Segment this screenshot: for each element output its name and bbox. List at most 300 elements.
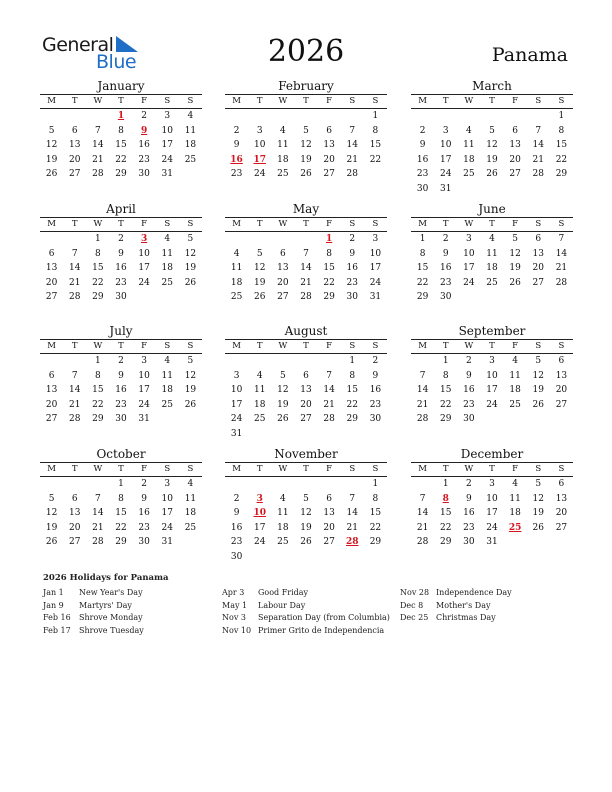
day-cell: 21 xyxy=(532,154,544,165)
month-title: July xyxy=(109,324,133,338)
day-cell: 7 xyxy=(94,125,101,136)
empty-day-cell xyxy=(271,109,294,124)
day-cell: 13 xyxy=(532,248,544,259)
month-title: August xyxy=(284,324,328,338)
day-cell: 2 xyxy=(419,125,426,136)
day-cell: 12 xyxy=(277,385,289,395)
day-cell: 12 xyxy=(184,370,197,381)
day-cell: 3 xyxy=(256,125,263,136)
day-cell: 5 xyxy=(535,479,542,489)
weekday-label: T xyxy=(489,464,495,474)
day-cell: 28 xyxy=(346,169,358,179)
empty-day-cell xyxy=(480,109,503,124)
day-cell: 12 xyxy=(184,248,197,259)
weekday-header xyxy=(225,340,387,354)
day-cell: 1 xyxy=(94,234,101,244)
day-cell: 22 xyxy=(416,277,429,288)
day-cell: 25 xyxy=(161,399,173,410)
day-cell: 27 xyxy=(555,522,568,533)
day-cell: 13 xyxy=(555,493,568,504)
day-cell: 30 xyxy=(463,537,475,547)
day-cell: 24 xyxy=(463,277,475,288)
day-cell: 17 xyxy=(463,263,475,273)
day-cell: 25 xyxy=(486,277,498,288)
day-cell: 22 xyxy=(369,522,382,533)
day-cell: 1 xyxy=(442,356,449,366)
day-cell: 30 xyxy=(346,292,358,302)
day-cell: 27 xyxy=(509,169,521,179)
weekday-label: F xyxy=(512,219,519,229)
day-cell: 18 xyxy=(184,140,197,150)
day-cell: 4 xyxy=(233,248,240,259)
weekday-label: S xyxy=(535,464,542,474)
weekday-label: S xyxy=(349,96,356,106)
empty-day-cell xyxy=(318,354,341,369)
holiday-marker: 9 xyxy=(141,125,148,136)
day-cell: 26 xyxy=(45,169,58,179)
day-cell: 15 xyxy=(92,385,104,395)
day-cell: 18 xyxy=(184,508,197,518)
day-cell: 14 xyxy=(346,140,358,150)
day-cell: 9 xyxy=(465,493,472,504)
day-cell: 2 xyxy=(372,356,379,366)
weekday-label: F xyxy=(326,96,333,106)
holiday-name: Mother's Day xyxy=(436,600,491,610)
holiday-day-cell xyxy=(248,506,271,521)
weekday-label: T xyxy=(118,341,124,351)
day-cell: 19 xyxy=(184,385,197,395)
day-cell: 10 xyxy=(138,248,150,259)
empty-day-cell xyxy=(504,109,527,124)
day-cell: 27 xyxy=(277,292,289,302)
day-cell: 27 xyxy=(532,277,544,288)
day-cell: 10 xyxy=(463,248,475,259)
day-cell: 22 xyxy=(92,277,104,288)
day-cell: 25 xyxy=(230,292,243,302)
empty-day-cell xyxy=(294,232,317,247)
weekday-label: W xyxy=(93,96,103,106)
day-cell: 15 xyxy=(369,508,382,518)
day-cell: 17 xyxy=(369,263,382,273)
day-cell: 9 xyxy=(233,140,240,150)
day-cell: 19 xyxy=(532,385,544,395)
day-cell: 19 xyxy=(45,154,58,165)
brand-logo xyxy=(42,32,152,72)
day-cell: 15 xyxy=(416,263,429,273)
holiday-date: Feb 17 xyxy=(43,625,71,635)
holiday-name: Separation Day (from Columbia) xyxy=(258,613,390,622)
day-cell: 4 xyxy=(465,125,472,136)
day-cell: 16 xyxy=(369,385,382,395)
day-cell: 17 xyxy=(161,508,173,518)
weekday-label: T xyxy=(71,464,78,474)
day-cell: 18 xyxy=(161,263,173,273)
day-cell: 12 xyxy=(509,248,521,259)
logo-triangle-icon xyxy=(116,36,138,52)
weekday-label: W xyxy=(93,341,103,351)
day-cell: 18 xyxy=(509,508,521,518)
day-cell: 27 xyxy=(300,414,312,424)
day-cell: 30 xyxy=(463,414,475,424)
day-cell: 22 xyxy=(323,277,335,288)
weekday-label: T xyxy=(442,219,449,229)
day-cell: 14 xyxy=(555,248,568,259)
day-cell: 11 xyxy=(184,493,197,504)
day-cell: 5 xyxy=(303,125,309,136)
day-cell: 15 xyxy=(439,508,452,518)
day-cell: 17 xyxy=(161,140,173,150)
day-grid xyxy=(411,109,573,196)
month-title: April xyxy=(106,202,136,216)
day-cell: 14 xyxy=(92,140,104,150)
day-cell: 23 xyxy=(115,277,127,288)
day-cell: 9 xyxy=(118,370,124,381)
weekday-label: T xyxy=(256,464,263,474)
empty-day-cell xyxy=(225,232,248,247)
day-cell: 23 xyxy=(416,169,429,179)
weekday-label: F xyxy=(512,464,519,474)
day-cell: 18 xyxy=(463,154,475,165)
empty-day-cell xyxy=(63,109,86,124)
weekday-header xyxy=(225,463,387,477)
day-cell: 21 xyxy=(416,522,429,533)
day-cell: 26 xyxy=(277,414,289,424)
day-cell: 19 xyxy=(300,154,312,165)
day-cell: 21 xyxy=(346,522,358,533)
day-cell: 15 xyxy=(323,263,335,273)
day-cell: 5 xyxy=(489,125,495,136)
day-cell: 8 xyxy=(372,125,379,136)
day-cell: 2 xyxy=(349,234,356,244)
day-cell: 31 xyxy=(138,414,150,424)
holiday-name: New Year's Day xyxy=(79,588,143,597)
holiday-date: Nov 28 xyxy=(400,588,430,597)
weekday-label: W xyxy=(93,464,103,474)
holiday-day-cell xyxy=(248,153,271,168)
day-cell: 1 xyxy=(349,356,356,366)
day-cell: 29 xyxy=(323,292,335,302)
day-cell: 30 xyxy=(416,183,429,194)
weekday-label: S xyxy=(349,464,356,474)
day-cell: 8 xyxy=(326,248,332,259)
empty-day-cell xyxy=(86,109,109,124)
day-cell: 16 xyxy=(115,263,127,273)
day-cell: 23 xyxy=(346,277,358,288)
holiday-name: Christmas Day xyxy=(436,613,496,622)
day-cell: 16 xyxy=(346,263,358,273)
weekday-label: M xyxy=(232,341,241,351)
day-cell: 5 xyxy=(512,234,518,244)
day-cell: 27 xyxy=(323,169,335,179)
holiday-date: Nov 10 xyxy=(222,625,252,635)
weekday-label: F xyxy=(141,219,148,229)
day-cell: 27 xyxy=(45,292,58,302)
day-cell: 7 xyxy=(558,234,565,244)
holiday-date: Jan 1 xyxy=(43,588,64,597)
empty-day-cell xyxy=(86,477,109,492)
day-cell: 5 xyxy=(48,493,55,504)
month-title: September xyxy=(458,324,526,338)
empty-day-cell xyxy=(411,477,434,492)
month-title: January xyxy=(97,79,145,93)
day-cell: 29 xyxy=(369,537,382,547)
day-cell: 9 xyxy=(349,248,356,259)
month-title: June xyxy=(478,202,506,216)
day-cell: 3 xyxy=(164,479,171,489)
day-cell: 13 xyxy=(323,508,335,518)
day-cell: 7 xyxy=(326,370,332,381)
weekday-label: S xyxy=(164,341,171,351)
empty-day-cell xyxy=(271,232,294,247)
day-cell: 3 xyxy=(233,370,240,381)
day-grid xyxy=(225,109,387,182)
holiday-day-cell xyxy=(109,109,132,124)
empty-day-cell xyxy=(271,477,294,492)
day-cell: 22 xyxy=(555,154,568,165)
day-cell: 12 xyxy=(253,263,266,273)
day-cell: 13 xyxy=(277,263,289,273)
weekday-header xyxy=(40,95,202,109)
holiday-day-cell xyxy=(504,521,527,536)
day-cell: 19 xyxy=(184,263,197,273)
month-june xyxy=(411,202,573,305)
day-cell: 6 xyxy=(303,370,309,381)
day-cell: 28 xyxy=(323,414,335,424)
day-cell: 20 xyxy=(277,277,289,288)
weekday-label: T xyxy=(71,96,78,106)
day-grid xyxy=(225,477,387,564)
holiday-marker: 8 xyxy=(442,493,449,504)
day-cell: 15 xyxy=(555,140,568,150)
day-cell: 14 xyxy=(416,508,429,518)
weekday-label: F xyxy=(512,96,519,106)
day-cell: 4 xyxy=(256,370,263,381)
day-cell: 18 xyxy=(253,399,266,410)
empty-day-cell xyxy=(40,354,63,369)
day-cell: 14 xyxy=(532,140,544,150)
day-cell: 3 xyxy=(489,356,495,366)
day-cell: 11 xyxy=(509,370,521,381)
holiday-day-cell xyxy=(133,124,156,139)
day-cell: 2 xyxy=(465,479,472,489)
weekday-label: T xyxy=(303,464,309,474)
day-cell: 25 xyxy=(184,522,197,533)
day-cell: 8 xyxy=(349,370,356,381)
weekday-label: W xyxy=(278,96,288,106)
holiday-marker: 28 xyxy=(346,537,359,547)
day-cell: 22 xyxy=(369,154,382,165)
empty-day-cell xyxy=(40,109,63,124)
empty-day-cell xyxy=(225,354,248,369)
holiday-marker: 17 xyxy=(253,154,266,165)
weekday-header xyxy=(411,463,573,477)
day-cell: 5 xyxy=(256,248,263,259)
holiday-list-item xyxy=(43,625,144,638)
day-cell: 27 xyxy=(68,537,81,547)
day-cell: 14 xyxy=(416,385,429,395)
day-cell: 2 xyxy=(141,479,147,489)
holiday-list-item xyxy=(43,600,144,613)
day-cell: 6 xyxy=(326,125,332,136)
month-august xyxy=(225,324,387,441)
holiday-column xyxy=(222,587,390,637)
weekday-label: M xyxy=(232,464,241,474)
day-cell: 15 xyxy=(346,385,358,395)
day-cell: 31 xyxy=(486,537,498,547)
day-cell: 4 xyxy=(279,493,286,504)
weekday-label: T xyxy=(71,341,78,351)
holiday-date: Dec 25 xyxy=(400,613,429,622)
weekday-label: T xyxy=(118,464,124,474)
day-cell: 7 xyxy=(71,370,78,381)
day-cell: 30 xyxy=(230,551,243,562)
holiday-day-cell xyxy=(133,232,156,247)
weekday-label: F xyxy=(326,341,333,351)
weekday-label: M xyxy=(418,341,427,351)
day-cell: 16 xyxy=(138,508,150,518)
weekday-header xyxy=(225,95,387,109)
day-cell: 21 xyxy=(92,154,104,165)
day-cell: 19 xyxy=(532,508,544,518)
day-grid xyxy=(411,477,573,550)
day-cell: 6 xyxy=(558,356,565,366)
holiday-column xyxy=(43,587,144,637)
holiday-name: Martyrs' Day xyxy=(79,600,132,610)
day-cell: 31 xyxy=(230,428,243,439)
holiday-day-cell xyxy=(248,492,271,507)
day-cell: 8 xyxy=(372,493,379,504)
day-cell: 6 xyxy=(279,248,286,259)
day-cell: 19 xyxy=(509,263,521,273)
month-february xyxy=(225,79,387,182)
day-cell: 12 xyxy=(532,493,544,504)
day-cell: 26 xyxy=(253,292,266,302)
day-cell: 18 xyxy=(161,385,173,395)
day-cell: 22 xyxy=(115,522,127,533)
weekday-label: W xyxy=(464,341,474,351)
weekday-label: M xyxy=(232,219,241,229)
empty-day-cell xyxy=(271,354,294,369)
day-cell: 17 xyxy=(138,385,150,395)
day-cell: 13 xyxy=(509,140,521,150)
day-cell: 20 xyxy=(300,399,312,410)
day-cell: 30 xyxy=(138,169,150,179)
day-cell: 10 xyxy=(439,140,452,150)
day-cell: 12 xyxy=(300,508,312,518)
day-cell: 22 xyxy=(115,154,127,165)
day-cell: 3 xyxy=(465,234,472,244)
holiday-name: Independence Day xyxy=(436,588,512,597)
day-cell: 18 xyxy=(277,154,289,165)
day-cell: 15 xyxy=(115,140,127,150)
holiday-marker: 10 xyxy=(253,508,266,518)
day-cell: 8 xyxy=(118,493,124,504)
day-cell: 4 xyxy=(512,479,518,489)
day-cell: 29 xyxy=(416,292,429,302)
day-cell: 6 xyxy=(512,125,518,136)
day-grid xyxy=(411,232,573,305)
day-cell: 28 xyxy=(416,537,429,547)
month-title: February xyxy=(278,79,334,93)
weekday-label: T xyxy=(71,219,78,229)
day-cell: 4 xyxy=(279,125,286,136)
day-cell: 1 xyxy=(372,111,379,121)
weekday-label: S xyxy=(558,464,565,474)
month-july xyxy=(40,324,202,427)
holidays-title: 2026 Holidays for Panama xyxy=(43,573,169,583)
empty-day-cell xyxy=(294,477,317,492)
day-cell: 21 xyxy=(300,277,312,288)
day-cell: 13 xyxy=(68,508,81,518)
day-cell: 20 xyxy=(532,263,544,273)
day-cell: 3 xyxy=(141,356,147,366)
day-cell: 9 xyxy=(442,248,449,259)
day-cell: 26 xyxy=(45,537,58,547)
day-cell: 5 xyxy=(48,125,55,136)
day-cell: 13 xyxy=(45,385,58,395)
logo-blue-text: Blue xyxy=(96,51,137,73)
day-cell: 18 xyxy=(486,263,498,273)
day-cell: 7 xyxy=(349,493,356,504)
day-cell: 25 xyxy=(253,414,266,424)
day-cell: 8 xyxy=(94,370,101,381)
weekday-label: M xyxy=(47,464,56,474)
day-cell: 9 xyxy=(465,370,472,381)
day-cell: 28 xyxy=(92,537,104,547)
day-cell: 15 xyxy=(92,263,104,273)
day-cell: 26 xyxy=(532,399,544,410)
day-cell: 26 xyxy=(509,277,521,288)
empty-day-cell xyxy=(248,232,271,247)
empty-day-cell xyxy=(40,477,63,492)
weekday-label: T xyxy=(442,464,449,474)
weekday-label: S xyxy=(372,341,379,351)
day-cell: 23 xyxy=(138,522,150,533)
day-grid xyxy=(40,477,202,550)
month-title: November xyxy=(274,447,338,461)
day-cell: 14 xyxy=(68,385,81,395)
month-december xyxy=(411,447,573,550)
day-cell: 12 xyxy=(300,140,312,150)
day-cell: 23 xyxy=(115,399,127,410)
day-cell: 17 xyxy=(439,154,452,165)
day-cell: 21 xyxy=(68,399,81,410)
holiday-date: Feb 16 xyxy=(43,613,71,622)
weekday-label: T xyxy=(442,341,449,351)
holiday-date: May 1 xyxy=(222,600,248,610)
month-title: December xyxy=(460,447,524,461)
day-cell: 24 xyxy=(253,537,266,547)
day-cell: 30 xyxy=(138,537,150,547)
weekday-header xyxy=(40,463,202,477)
day-cell: 20 xyxy=(45,399,58,410)
day-cell: 8 xyxy=(94,248,101,259)
day-grid xyxy=(225,354,387,441)
day-cell: 13 xyxy=(323,140,335,150)
holiday-date: Nov 3 xyxy=(222,613,246,622)
day-cell: 14 xyxy=(323,385,335,395)
day-cell: 24 xyxy=(161,154,173,165)
holiday-marker: 3 xyxy=(256,493,263,504)
day-cell: 6 xyxy=(535,234,542,244)
month-october xyxy=(40,447,202,550)
month-september xyxy=(411,324,573,427)
day-cell: 1 xyxy=(558,111,565,121)
weekday-label: M xyxy=(232,96,241,106)
weekday-label: S xyxy=(164,96,171,106)
day-cell: 23 xyxy=(138,154,150,165)
day-cell: 20 xyxy=(555,508,568,518)
